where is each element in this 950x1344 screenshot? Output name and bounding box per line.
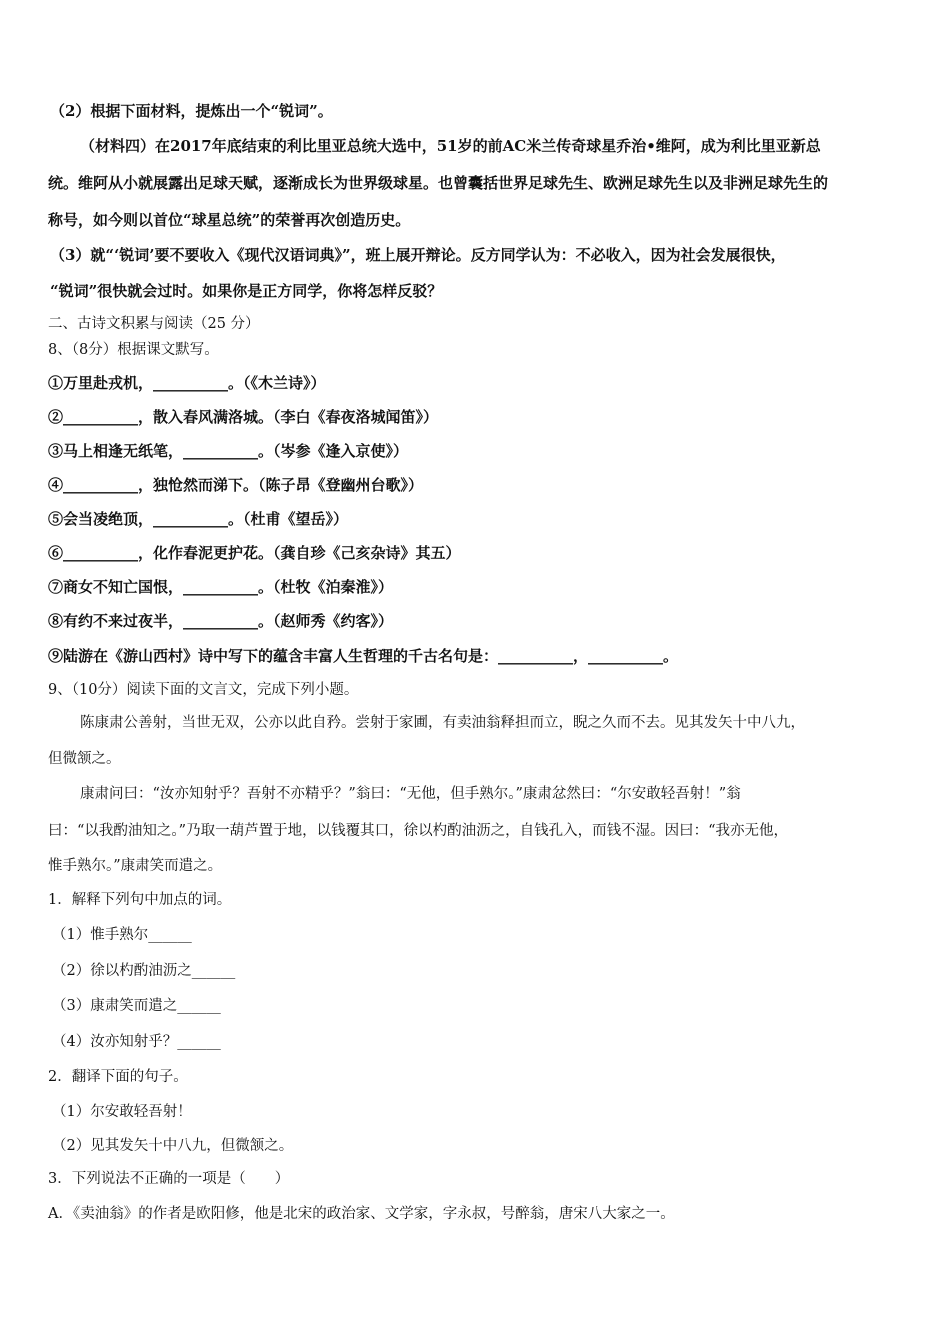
material4-line-2: 统。维阿从小就展露出足球天赋，逐渐成长为世界级球星。也曾囊括世界足球先生、欧洲足球先生以及非洲足球先生的	[48, 174, 829, 192]
q8-item-6: ⑥__________，化作春泥更护花。（龚自珍《己亥杂诗》其五）	[48, 544, 461, 562]
q8-item-1: ①万里赴戎机，__________。（《木兰诗》）	[48, 374, 326, 392]
material4-line-3: 称号，如今则以首位“球星总统”的荣誉再次创造历史。	[48, 211, 411, 229]
q7-part3-line-2: “锐词”很快就会过时。如果你是正方同学，你将怎样反驳？	[50, 282, 443, 300]
q8-item-7: ⑦商女不知亡国恨，__________。（杜牧《泊秦淮》）	[48, 578, 394, 596]
q8-item-4: ④__________，独怆然而涕下。（陈子昂《登幽州台歌》）	[48, 476, 424, 494]
q9-sub1-item-2: （2）徐以杓酌油沥之______	[52, 963, 236, 979]
q7-part2: （2）根据下面材料，提炼出一个“锐词”。	[50, 102, 333, 120]
q9-title: 9、（10分）阅读下面的文言文，完成下列小题。	[48, 682, 359, 698]
passage-line-5: 惟手熟尔。”康肃笑而遣之。	[48, 858, 223, 874]
q9-sub2-item-2: （2）见其发矢十中八九，但微颔之。	[52, 1138, 294, 1154]
passage-line-3: 康肃问曰：“汝亦知射乎？吾射不亦精乎？”翁曰：“无他，但手熟尔。”康肃忿然曰：“尔安敢轻吾射！”翁	[80, 786, 741, 802]
q7-part3-line-1: （3）就“‘锐词’要不要收入《现代汉语词典》”，班上展开辩论。反方同学认为：不必收入，因为社会发展很快，	[50, 246, 786, 264]
q9-sub3-option-a: A．《卖油翁》的作者是欧阳修，他是北宋的政治家、文学家，字永叔，号醉翁，唐宋八大家之一。	[48, 1206, 675, 1222]
passage-line-1: 陈康肃公善射，当世无双，公亦以此自矜。尝射于家圃，有卖油翁释担而立，睨之久而不去。见其发矢十中八九，	[80, 715, 805, 731]
q9-sub3-title: 3．下列说法不正确的一项是（ ）	[48, 1171, 290, 1187]
passage-line-2: 但微颔之。	[48, 751, 121, 767]
q9-sub2-title: 2．翻译下面的句子。	[48, 1069, 188, 1085]
q9-sub2-item-1: （1）尔安敢轻吾射！	[52, 1104, 192, 1120]
q9-sub1-item-4: （4）汝亦知射乎？______	[52, 1034, 221, 1050]
material4-line-1: （材料四）在2017年底结束的利比里亚总统大选中，51岁的前AC米兰传奇球星乔治•维阿，成为利比里亚新总	[80, 137, 821, 155]
section-2-heading: 二、古诗文积累与阅读（25 分）	[48, 316, 260, 332]
q8-item-2: ②__________，散入春风满洛城。（李白《春夜洛城闻笛》）	[48, 408, 439, 426]
q8-title: 8、（8分）根据课文默写。	[48, 342, 219, 358]
q9-sub1-title: 1．解释下列句中加点的词。	[48, 892, 232, 908]
q8-item-5: ⑤会当凌绝顶，__________。（杜甫《望岳》）	[48, 510, 349, 528]
q9-sub1-item-1: （1）惟手熟尔______	[52, 927, 192, 943]
passage-line-4: 曰：“以我酌油知之。”乃取一葫芦置于地，以钱覆其口，徐以杓酌油沥之，自钱孔入，而钱不湿。因曰：“我亦无他，	[48, 823, 788, 839]
q8-item-3: ③马上相逢无纸笔，__________。（岑参《逢入京使》）	[48, 442, 409, 460]
q8-item-8: ⑧有约不来过夜半，__________。（赵师秀《约客》）	[48, 612, 394, 630]
q9-sub1-item-3: （3）康肃笑而遣之______	[52, 998, 221, 1014]
q8-item-9: ⑨陆游在《游山西村》诗中写下的蕴含丰富人生哲理的千古名句是：__________，__________。	[48, 647, 679, 665]
